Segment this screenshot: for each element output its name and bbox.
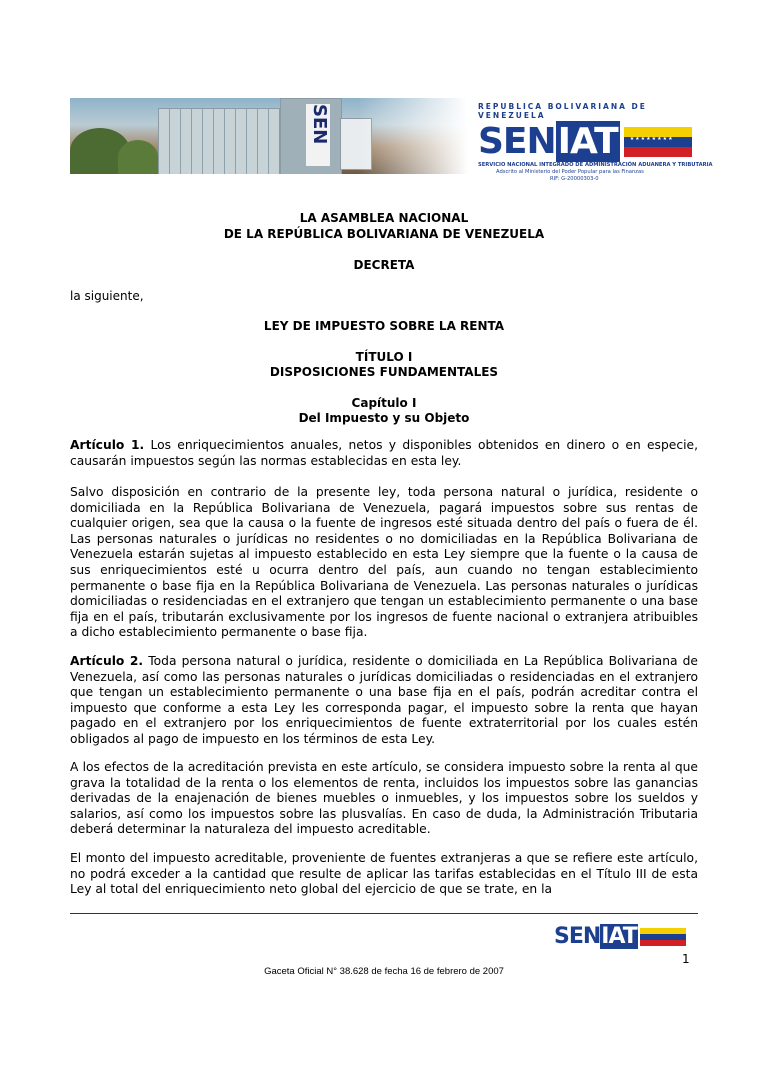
page-header — [70, 98, 713, 182]
decreta-heading: DECRETA — [353, 258, 415, 272]
article-2-label: Artículo 2. — [70, 654, 144, 668]
article-2-text: Toda persona natural o jurídica, residente o domiciliada en La República Bolivariana de Venezuela, así como las personas naturales o jurídicas domiciliadas o residenciadas en el extranjero que tengan un establecimiento permanente o una base fija en el país, podrán acreditar contra el impuesto que conforme a esta Ley les corresponda pagar, el impuesto sobre la renta que hayan pagado en el extranjero por los enriquecimientos de fuente extraterritorial por los cuales estén obligados al pago de impuesto en los términos de esta Ley. — [70, 654, 698, 746]
title-line1: LA ASAMBLEA NACIONAL — [299, 211, 469, 225]
title-line2: DE LA REPÚBLICA BOLIVARIANA DE VENEZUELA — [223, 227, 545, 241]
venezuela-flag-icon — [624, 127, 692, 157]
logo-main: SEN — [478, 121, 556, 162]
logo-wordmark — [478, 122, 620, 162]
building-shape — [158, 108, 280, 174]
tree-shape — [118, 140, 158, 174]
paragraph-4: A los efectos de la acreditación prevista en este artículo, se considera impuesto sobre la renta al que grava la totalidad de la renta o los elementos de renta, incluidos los impuestos sobre las ganancias derivadas de la enajenación de bienes muebles o inmuebles, y los impuestos sobre los sueldos y salarios, así como los impuestos sobre las plusvalías. En caso de duda, la Administración Tributaria deberá determinar la naturaleza del impuesto acreditable. — [70, 760, 698, 837]
logo-country: REPUBLICA BOLIVARIANA DE VENEZUELA — [478, 102, 647, 120]
logo-accent: IAT — [557, 121, 618, 162]
photo-fade — [358, 98, 468, 174]
article-1-text: Los enriquecimientos anuales, netos y disponibles obtenidos en dinero o en especie, causarán impuestos según las normas establecidas en esta ley. — [70, 438, 698, 468]
titulo-heading: TÍTULO I — [355, 350, 413, 364]
gaceta-reference: Gaceta Oficial N° 38.628 de fecha 16 de febrero de 2007 — [264, 966, 504, 977]
article-1 — [70, 438, 698, 469]
capitulo-name: Del Impuesto y su Objeto — [298, 411, 470, 425]
page-number: 1 — [682, 952, 690, 966]
footer-flag-icon — [640, 928, 686, 946]
titulo-name: DISPOSICIONES FUNDAMENTALES — [269, 365, 499, 379]
logo-rif: RIF: G-20000303-0 — [550, 176, 599, 182]
article-2 — [70, 654, 698, 748]
paragraph-5: El monto del impuesto acreditable, proveniente de fuentes extranjeras a que se refiere este artículo, no podrá exceder a la cantidad que resulte de aplicar las tarifas establecidas en el Título III de esta Ley al total del enriquecimiento neto global del ejercicio de que se trate, en la — [70, 851, 698, 897]
footer-seniat-logo — [554, 924, 686, 949]
article-1-label: Artículo 1. — [70, 438, 145, 452]
header-photo — [70, 98, 468, 174]
footer-logo-main: SEN — [554, 924, 601, 949]
logo-ministry: Adscrito al Ministerio del Poder Popular para las Finanzas — [496, 169, 644, 175]
paragraph-2: Salvo disposición en contrario de la presente ley, toda persona natural o jurídica, residente o domiciliada en la República Bolivariana de Venezuela, pagará impuestos sobre sus rentas de cualquier origen, sea que la causa o la fuente de ingresos esté situada dentro del país o fuera de él. Las personas naturales o jurídicas no residentes o no domiciliadas en la República Bolivariana de Venezuela estarán sujetas al impuesto establecido en esta Ley siempre que la fuente o la causa de sus enriquecimientos esté u ocurra dentro del país, aun cuando no tengan establecimiento permanente o base fija en la República Bolivariana de Venezuela. Las personas naturales o jurídicas domiciliadas o residenciadas en el extranjero que tengan un establecimiento permanente o una base fija en el país, tributarán exclusivamente por los ingresos de fuente nacional o extranjera atribuibles a dicho establecimiento permanente o base fija. — [70, 485, 698, 640]
photo-sign: SEN — [306, 104, 330, 166]
footer-divider — [70, 913, 698, 914]
intro-text: la siguiente, — [70, 289, 144, 303]
seniat-logo — [478, 102, 713, 182]
footer-logo-accent: IAT — [601, 924, 637, 949]
capitulo-heading: Capítulo I — [351, 396, 417, 410]
law-title: LEY DE IMPUESTO SOBRE LA RENTA — [263, 319, 505, 333]
logo-subtitle: SERVICIO NACIONAL INTEGRADO DE ADMINISTRACIÓN ADUANERA Y TRIBUTARIA — [478, 162, 713, 168]
